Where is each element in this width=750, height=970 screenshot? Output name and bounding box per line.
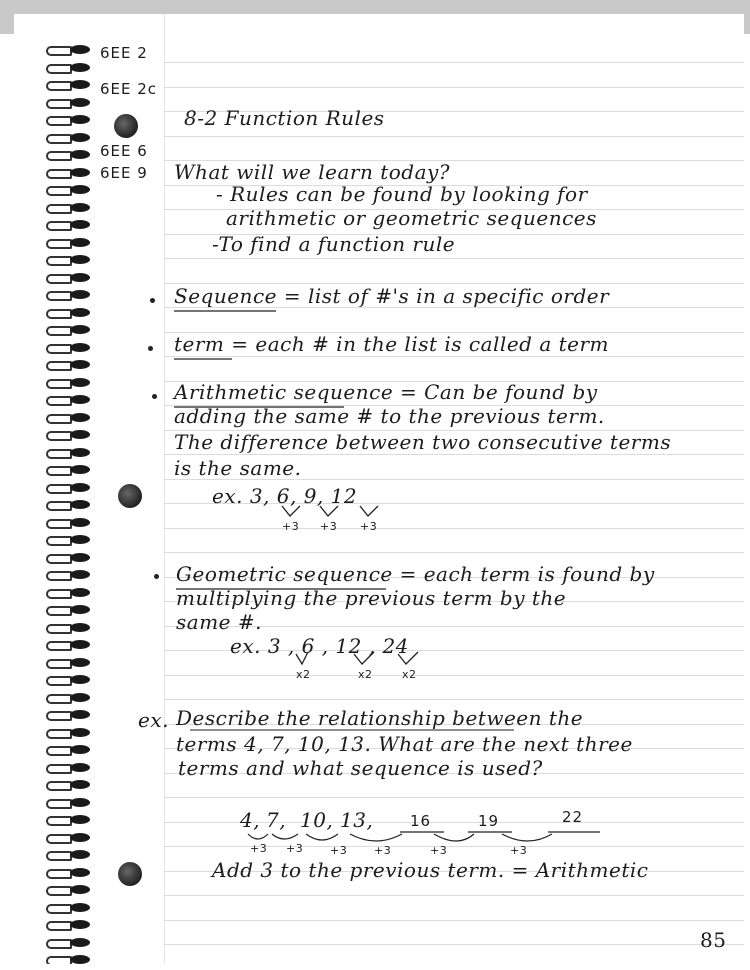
work-term-4: 13, xyxy=(340,808,374,832)
standard-code-1: 6EE 2 xyxy=(100,44,148,62)
arithmetic-line-2: adding the same # to the previous term. xyxy=(174,404,605,428)
work-step-3: +3 xyxy=(330,844,348,857)
arithmetic-example: ex. 3, 6, 9, 12 xyxy=(212,484,358,508)
arithmetic-step-2: +3 xyxy=(320,520,338,533)
geometric-line-3: same #. xyxy=(176,610,262,634)
learning-question: What will we learn today? xyxy=(174,160,451,184)
geometric-line-1: Geometric sequence = each term is found by xyxy=(176,562,655,586)
arithmetic-line-1: Arithmetic sequence = Can be found by xyxy=(174,380,598,404)
work-answer-2: 19 xyxy=(478,812,500,830)
arithmetic-line-3: The difference between two consecutive terms xyxy=(174,430,672,454)
example-line-3: terms and what sequence is used? xyxy=(178,756,543,780)
sequence-hops xyxy=(248,834,552,841)
work-step-6: +3 xyxy=(510,844,528,857)
standard-code-4: 6EE 9 xyxy=(100,164,148,182)
pen-marks xyxy=(14,14,744,964)
definition-sequence: Sequence = list of #'s in a specific order xyxy=(174,284,610,308)
geometric-arrows xyxy=(296,652,418,664)
work-term-1: 4, xyxy=(240,808,261,832)
example-label: ex. xyxy=(138,708,169,732)
page-number: 85 xyxy=(700,928,727,952)
example-answer: Add 3 to the previous term. = Arithmetic xyxy=(212,858,649,882)
arithmetic-step-1: +3 xyxy=(282,520,300,533)
work-answer-1: 16 xyxy=(410,812,432,830)
geometric-step-2: x2 xyxy=(358,668,373,681)
work-step-4: +3 xyxy=(374,844,392,857)
work-answer-3: 22 xyxy=(562,808,584,826)
standard-code-3: 6EE 6 xyxy=(100,142,148,160)
work-term-2: 7, xyxy=(266,808,287,832)
goal-line-3: -To find a function rule xyxy=(212,232,456,256)
geometric-step-3: x2 xyxy=(402,668,417,681)
geometric-line-2: multiplying the previous term by the xyxy=(176,586,567,610)
notebook-page xyxy=(14,14,744,964)
goal-line-1: - Rules can be found by looking for xyxy=(216,182,588,206)
definition-term: term = each # in the list is called a term xyxy=(174,332,609,356)
arithmetic-step-3: +3 xyxy=(360,520,378,533)
work-step-5: +3 xyxy=(430,844,448,857)
example-line-2: terms 4, 7, 10, 13. What are the next three xyxy=(176,732,633,756)
work-step-2: +3 xyxy=(286,842,304,855)
example-line-1: Describe the relationship between the xyxy=(176,706,584,730)
arithmetic-arrows xyxy=(282,506,378,516)
geometric-example: ex. 3 , 6 , 12 , 24 xyxy=(230,634,409,658)
geometric-step-1: x2 xyxy=(296,668,311,681)
page-title: 8-2 Function Rules xyxy=(184,106,385,130)
work-step-1: +3 xyxy=(250,842,268,855)
goal-line-2: arithmetic or geometric sequences xyxy=(226,206,597,230)
standard-code-2: 6EE 2c xyxy=(100,80,158,98)
work-term-3: 10, xyxy=(300,808,334,832)
arithmetic-line-4: is the same. xyxy=(174,456,302,480)
